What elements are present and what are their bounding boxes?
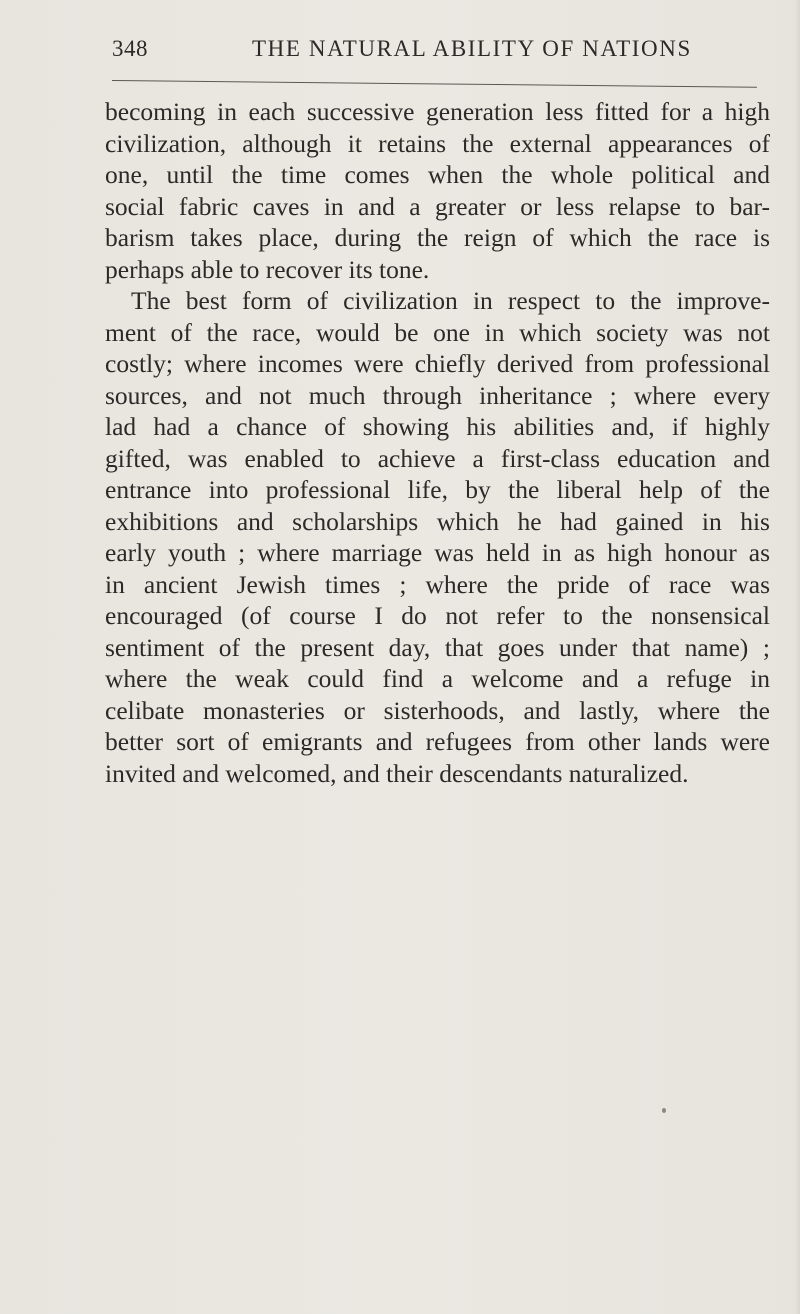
text-line: encouraged (of course I do not refer to the nonsensical	[105, 601, 770, 630]
text-line: entrance into professional life, by the liberal help of the	[105, 475, 770, 504]
paragraph	[105, 285, 770, 789]
running-head	[112, 36, 692, 72]
body-text	[105, 96, 770, 789]
running-title: THE NATURAL ABILITY OF NATIONS	[252, 36, 692, 61]
text-line: becoming in each successive generation less fitted for a high	[105, 97, 770, 126]
text-line: one, until the time comes when the whole political and	[105, 160, 770, 189]
paragraph	[105, 96, 770, 285]
text-line: perhaps able to recover its tone.	[105, 254, 430, 284]
text-line: barism takes place, during the reign of which the race is	[105, 223, 770, 252]
page-number: 348	[112, 36, 148, 61]
text-line: lad had a chance of showing his abilities and, if highly	[105, 412, 770, 441]
text-line: invited and welcomed, and their descendants naturalized.	[105, 758, 689, 788]
text-line: The best form of civilization in respect to the improve-	[131, 286, 770, 315]
text-line: celibate monasteries or sisterhoods, and lastly, where the	[105, 695, 770, 725]
text-line: early youth ; where marriage was held in as high honour as	[105, 538, 770, 567]
text-line: better sort of emigrants and refugees from other lands were	[105, 727, 770, 756]
text-line: costly; where incomes were chiefly derived from professional	[105, 349, 770, 378]
text-line: in ancient Jewish times ; where the pride of race was	[105, 569, 770, 599]
text-line: exhibitions and scholarships which he had gained in his	[105, 506, 770, 536]
text-line: ment of the race, would be one in which society was not	[105, 317, 770, 347]
page-edge-shadow	[794, 0, 800, 1314]
text-line: civilization, although it retains the external appearances of	[105, 128, 770, 158]
text-line: gifted, was enabled to achieve a first-class education and	[105, 443, 770, 473]
text-line: sentiment of the present day, that goes under that name) ;	[105, 632, 770, 662]
text-line: where the weak could find a welcome and a refuge in	[105, 664, 770, 693]
paper-speck	[662, 1108, 666, 1113]
text-line: sources, and not much through inheritance ; where every	[105, 380, 770, 410]
text-line: social fabric caves in and a greater or less relapse to bar-	[105, 191, 770, 221]
header-rule	[112, 80, 757, 88]
